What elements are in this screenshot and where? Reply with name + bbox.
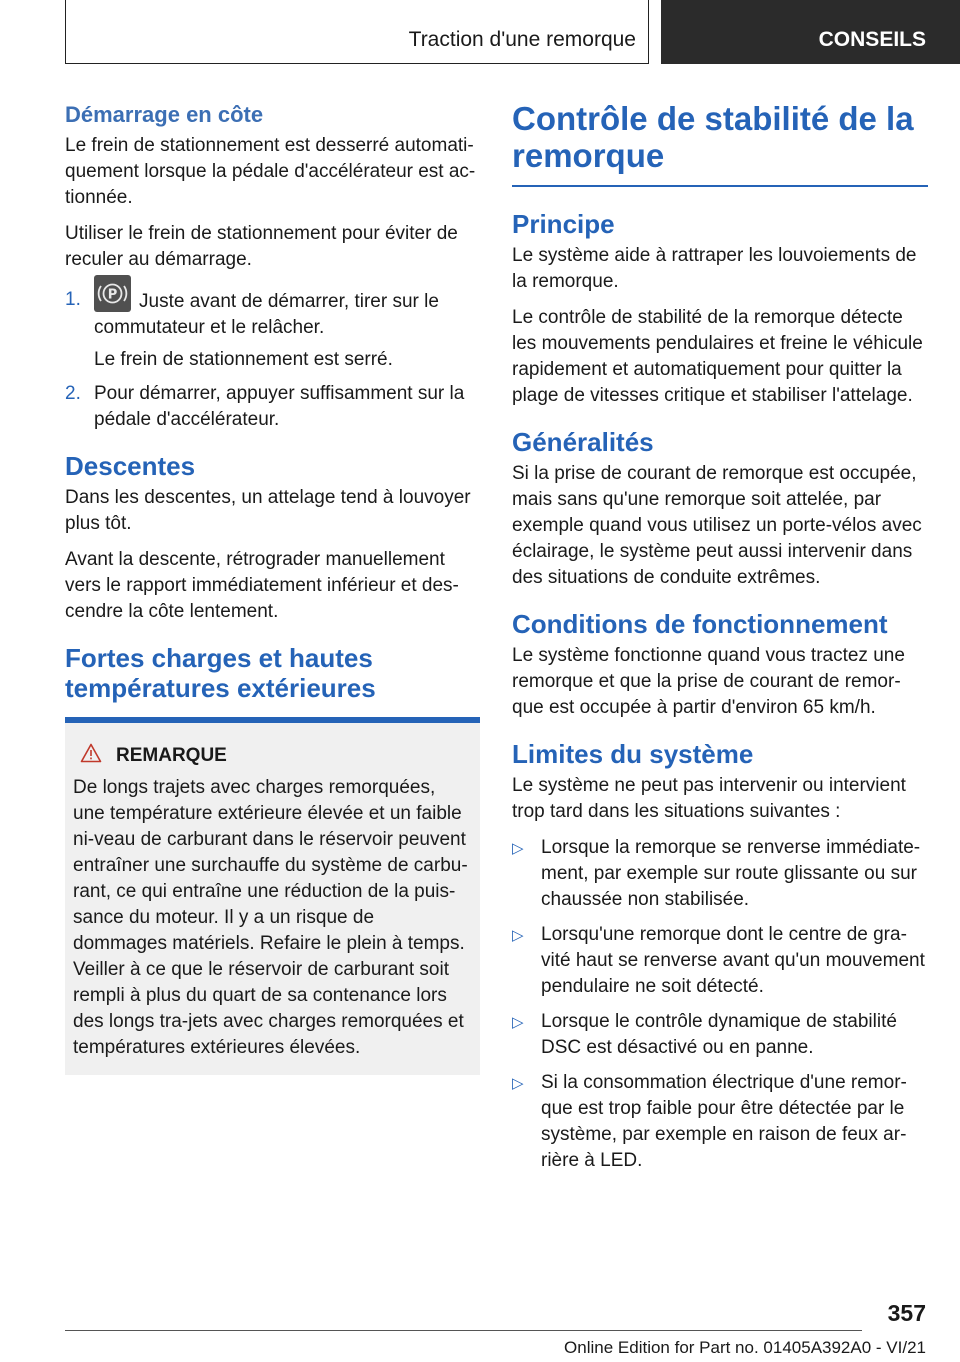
descents-p2: Avant la descente, rétrograder manuellement vers le rapport immédiatement inférieur et des-cendre la côte lentement.: [65, 549, 459, 622]
descents-heading: Descentes: [65, 451, 196, 481]
general-heading: Généralités: [512, 427, 654, 457]
list-item-text: Lorsque la remorque se renverse immédiate-ment, par exemple sur route glissante ou sur chaussée non stabilisée.: [541, 837, 921, 910]
hill-start-p1: Le frein de stationnement est desserré automati-quement lorsque la pédale d'accélérateur est ac-tionnée.: [65, 135, 476, 208]
warning-text: De longs trajets avec charges remorquées, une température extérieure élevée et un faible ni-veau de carburant dans le réservoir peuvent entraîner une surchauffe du système de carbu-rant, ce qui entraîne une réduction de la puis-sance du moteur. Il y a un risque de dommages matériels. Refaire le plein à temps. Veiller à ce que le réservoir de carburant soit rempli à plus du quart de sa contenance lors des longs tra-jets avec charges remorquées et températures extérieures élevées.: [73, 777, 468, 1058]
step-text: [94, 287, 480, 341]
step-item: [65, 287, 480, 373]
descents-p1: Dans les descentes, un attelage tend à louvoyer plus tôt.: [65, 487, 471, 534]
list-item-text: Si la consommation électrique d'une remor-que est trop faible pour être détectée par le système, par exemple en raison de feux ar-rière à LED.: [541, 1072, 907, 1171]
step-number: 1.: [65, 289, 81, 310]
list-item-text: Lorsqu'une remorque dont le centre de gra-vité haut se renverse avant qu'un mouvement pendulaire ne soit détecté.: [541, 924, 925, 997]
hill-start-p2: Utiliser le frein de stationnement pour éviter de reculer au démarrage.: [65, 223, 458, 270]
main-heading: Contrôle de stabilité de la remorque: [512, 100, 914, 174]
limits-list: [512, 835, 928, 1174]
warning-triangle-icon: [80, 743, 102, 769]
heading-rule: [512, 185, 928, 187]
general-p1: Si la prise de courant de remorque est occupée, mais sans qu'une remorque soit attelée, par exemple quand vous utilisez un porte-vélos avec éclairage, le système peut aussi intervenir dans des situations de conduite extrêmes.: [512, 463, 922, 588]
limits-p1: Le système ne peut pas intervenir ou intervient trop tard dans les situations suivantes :: [512, 775, 906, 822]
step-item: [65, 381, 480, 433]
parking-brake-icon: [94, 275, 131, 312]
principle-p1: Le système aide à rattraper les louvoiements de la remorque.: [512, 245, 917, 292]
list-item: [512, 835, 928, 913]
chapter-label: CONSEILS: [818, 28, 926, 51]
page-number: 357: [887, 1300, 926, 1326]
list-item: [512, 1070, 928, 1174]
warning-title: REMARQUE: [116, 745, 227, 766]
bullet-marker: ▷: [512, 1014, 524, 1031]
step-2-text: Pour démarrer, appuyer suffisamment sur la pédale d'accélérateur.: [94, 383, 465, 430]
conditions-p1: Le système fonctionne quand vous tractez une remorque et que la prise de courant de remor-que est occupée à partir d'environ 65 km/h.: [512, 645, 905, 718]
heavy-loads-heading: Fortes charges et hautes températures extérieures: [65, 643, 376, 703]
list-item: [512, 922, 928, 1000]
step-number: 2.: [65, 383, 81, 404]
hill-start-steps: [65, 287, 480, 433]
warning-box: [65, 717, 480, 1075]
step-1-text: Juste avant de démarrer, tirer sur le commutateur et le relâcher.: [94, 291, 439, 338]
principle-heading: Principe: [512, 209, 615, 239]
warning-title-row: [73, 743, 468, 769]
bullet-marker: ▷: [512, 1075, 524, 1092]
step-1-sub: Le frein de stationnement est serré.: [94, 349, 393, 370]
right-column: [512, 100, 928, 1183]
limits-heading: Limites du système: [512, 739, 754, 769]
header-section-box: [65, 0, 649, 64]
bullet-marker: ▷: [512, 840, 524, 857]
edition-footer: Online Edition for Part no. 01405A392A0 - VI/21: [564, 1338, 926, 1357]
footer-rule: [65, 1330, 862, 1331]
svg-text:P: P: [107, 287, 118, 303]
hill-start-heading: Démarrage en côte: [65, 102, 264, 127]
principle-p2: Le contrôle de stabilité de la remorque détecte les mouvements pendulaires et freine le véhicule rapidement et automatiquement pour quitter la plage de vitesses critique et stabiliser l'attelage.: [512, 307, 923, 406]
section-title: Traction d'une remorque: [408, 28, 636, 51]
bullet-marker: ▷: [512, 927, 524, 944]
list-item-text: Lorsque le contrôle dynamique de stabilité DSC est désactivé ou en panne.: [541, 1011, 897, 1058]
conditions-heading: Conditions de fonctionnement: [512, 609, 888, 639]
list-item: [512, 1009, 928, 1061]
left-column: [65, 100, 480, 1075]
header-chapter-tab: [661, 0, 960, 64]
